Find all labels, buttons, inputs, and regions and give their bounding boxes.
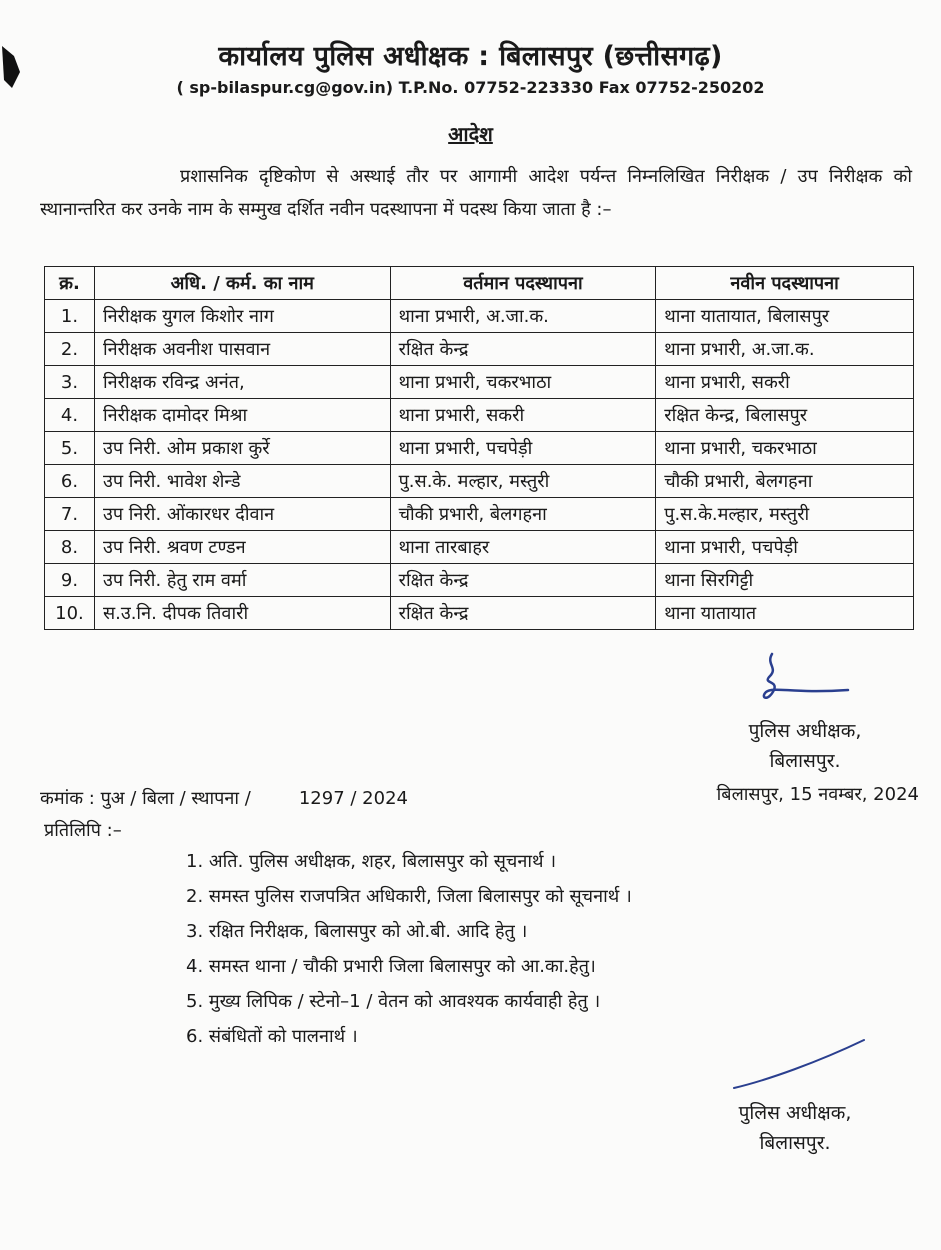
new-posting-cell: थाना यातायात, बिलासपुर [656,300,914,333]
list-item: 4. समस्त थाना / चौकी प्रभारी जिला बिलासपुर को आ.का.हेतु। [186,956,596,977]
new-posting-cell: थाना प्रभारी, अ.जा.क. [656,333,914,366]
name-cell: उप निरी. ओम प्रकाश कुर्रे [94,432,390,465]
list-item: 2. समस्त पुलिस राजपत्रित अधिकारी, जिला बिलासपुर को सूचनार्थ । [186,886,632,907]
table-header-row [45,267,914,300]
current-posting-cell: चौकी प्रभारी, बेलगहना [390,498,656,531]
table-row [45,498,914,531]
list-item: 6. संबंधितों को पालनार्थ । [186,1026,358,1047]
serial-cell: 8. [45,531,95,564]
current-posting-cell: रक्षित केन्द्र [390,597,656,630]
signature-block-primary [700,716,910,776]
office-title: कार्यालय पुलिस अधीक्षक : बिलासपुर (छत्तीसगढ़) [218,41,723,72]
reference-serial: 1297 / 2024 [298,788,408,809]
order-heading: आदेश [448,122,493,146]
signature-block-copy [690,1098,900,1158]
table-row [45,399,914,432]
reference-number [40,786,408,810]
header-serial: क्र. [45,267,95,300]
current-posting-cell: थाना प्रभारी, चकरभाठा [390,366,656,399]
new-posting-cell: थाना यातायात [656,597,914,630]
initial-scribble-icon [728,1036,868,1094]
new-posting-cell: थाना सिरगिट्टी [656,564,914,597]
table-row [45,432,914,465]
signatory-place: बिलासपुर. [759,1132,831,1154]
serial-cell: 2. [45,333,95,366]
signatory-place: बिलासपुर. [769,750,841,772]
name-cell: उप निरी. हेतु राम वर्मा [94,564,390,597]
table-row [45,366,914,399]
copy-to-list [186,844,632,1054]
serial-cell: 6. [45,465,95,498]
reference-prefix: कमांक : पुअ / बिला / स्थापना / [40,788,251,809]
signature-scribble-icon [752,650,852,712]
order-date: बिलासपुर, 15 नवम्बर, 2024 [716,784,919,805]
signatory-designation: पुलिस अधीक्षक, [748,720,862,742]
table-row [45,465,914,498]
header-name: अधि. / कर्म. का नाम [94,267,390,300]
list-item: 1. अति. पुलिस अधीक्षक, शहर, बिलासपुर को सूचनार्थ । [186,851,557,872]
serial-cell: 10. [45,597,95,630]
serial-cell: 5. [45,432,95,465]
table-row [45,564,914,597]
current-posting-cell: रक्षित केन्द्र [390,564,656,597]
name-cell: निरीक्षक युगल किशोर नाग [94,300,390,333]
new-posting-cell: थाना प्रभारी, पचपेड़ी [656,531,914,564]
current-posting-cell: थाना प्रभारी, पचपेड़ी [390,432,656,465]
new-posting-cell: चौकी प्रभारी, बेलगहना [656,465,914,498]
table-row [45,531,914,564]
serial-cell: 4. [45,399,95,432]
table-row [45,300,914,333]
serial-cell: 1. [45,300,95,333]
list-item: 5. मुख्य लिपिक / स्टेनो–1 / वेतन को आवश्यक कार्यवाही हेतु । [186,991,601,1012]
name-cell: निरीक्षक अवनीश पासवान [94,333,390,366]
new-posting-cell: थाना प्रभारी, सकरी [656,366,914,399]
current-posting-cell: थाना प्रभारी, सकरी [390,399,656,432]
name-cell: उप निरी. श्रवण टण्डन [94,531,390,564]
table-row [45,333,914,366]
serial-cell: 9. [45,564,95,597]
office-contact: ( sp-bilaspur.cg@gov.in) T.P.No. 07752-223330 Fax 07752-250202 [176,78,765,97]
transfer-table [44,266,914,630]
name-cell: उप निरी. ओंकारधर दीवान [94,498,390,531]
serial-cell: 3. [45,366,95,399]
current-posting-cell: थाना तारबाहर [390,531,656,564]
serial-cell: 7. [45,498,95,531]
header-current-posting: वर्तमान पदस्थापना [390,267,656,300]
new-posting-cell: रक्षित केन्द्र, बिलासपुर [656,399,914,432]
name-cell: स.उ.नि. दीपक तिवारी [94,597,390,630]
name-cell: निरीक्षक दामोदर मिश्रा [94,399,390,432]
signatory-designation: पुलिस अधीक्षक, [738,1102,852,1124]
copy-to-label: प्रतिलिपि :– [44,820,122,841]
name-cell: निरीक्षक रविन्द्र अनंत, [94,366,390,399]
current-posting-cell: पु.स.के. मल्हार, मस्तुरी [390,465,656,498]
list-item: 3. रक्षित निरीक्षक, बिलासपुर को ओ.बी. आदि हेतु । [186,921,528,942]
current-posting-cell: रक्षित केन्द्र [390,333,656,366]
header-new-posting: नवीन पदस्थापना [656,267,914,300]
new-posting-cell: थाना प्रभारी, चकरभाठा [656,432,914,465]
current-posting-cell: थाना प्रभारी, अ.जा.क. [390,300,656,333]
name-cell: उप निरी. भावेश शेन्डे [94,465,390,498]
order-intro-paragraph: प्रशासनिक दृष्टिकोण से अस्थाई तौर पर आगामी आदेश पर्यन्त निम्नलिखित निरीक्षक / उप निरीक्षक को स्थानान्तरित कर उनके नाम के सम्मुख दर्शित नवीन पदस्थापना में पदस्थ किया जाता है :– [40,166,912,220]
new-posting-cell: पु.स.के.मल्हार, मस्तुरी [656,498,914,531]
table-row [45,597,914,630]
